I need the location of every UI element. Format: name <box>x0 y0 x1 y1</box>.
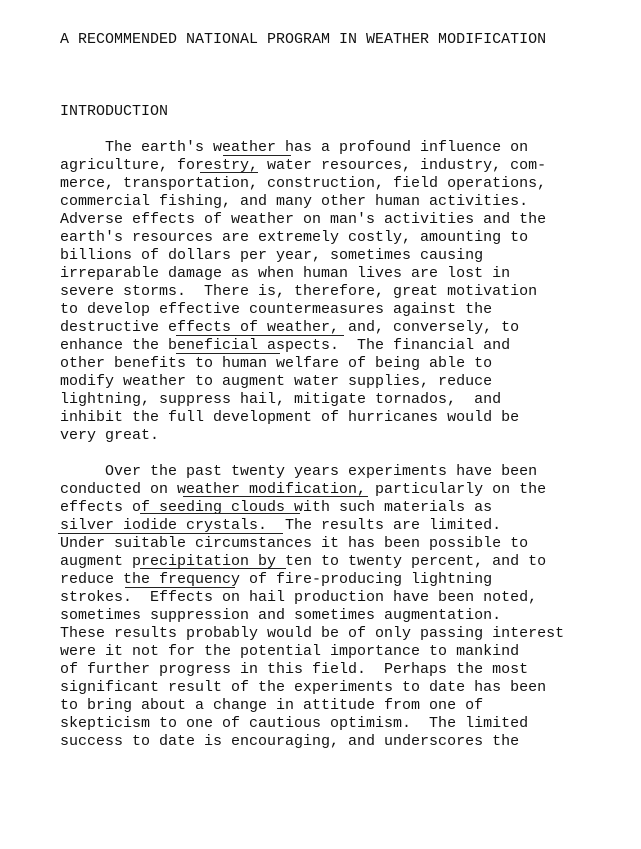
text-line: Over the past twenty years experiments have been <box>60 463 538 480</box>
text-line: skepticism to one of cautious optimism. The limited <box>60 715 529 732</box>
text-line: modify weather to augment water supplies, reduce <box>60 373 493 390</box>
text-line: merce, transportation, construction, field operations, <box>60 175 547 192</box>
text-line: agriculture, forestry, water resources, industry, com- <box>60 157 547 174</box>
text-line: Adverse effects of weather on man's activities and the <box>60 211 547 228</box>
text-line: of further progress in this field. Perhaps the most <box>60 661 529 678</box>
text-line: lightning, suppress hail, mitigate tornados, and <box>60 391 502 408</box>
text-line: success to date is encouraging, and underscores the <box>60 733 520 750</box>
text-line: commercial fishing, and many other human activities. <box>60 193 529 210</box>
underline-mark <box>176 335 344 336</box>
text-line: conducted on weather modification, particularly on the <box>60 481 547 498</box>
text-line: were it not for the potential importance to mankind <box>60 643 520 660</box>
text-line: inhibit the full development of hurricanes would be <box>60 409 520 426</box>
text-line: earth's resources are extremely costly, amounting to <box>60 229 529 246</box>
text-line: other benefits to human welfare of being able to <box>60 355 493 372</box>
text-line: destructive effects of weather, and, conversely, to <box>60 319 520 336</box>
text-line: significant result of the experiments to date has been <box>60 679 547 696</box>
text-line: strokes. Effects on hail production have been noted, <box>60 589 538 606</box>
text-line: Under suitable circumstances it has been possible to <box>60 535 529 552</box>
text-line: billions of dollars per year, sometimes causing <box>60 247 484 264</box>
text-line: These results probably would be of only passing interest <box>60 625 565 642</box>
underline-mark <box>200 172 258 173</box>
text-line: effects of seeding clouds with such materials as <box>60 499 493 516</box>
text-line: The earth's weather has a profound influence on <box>60 139 529 156</box>
underline-mark <box>140 513 300 514</box>
underline-mark <box>176 353 280 354</box>
section-heading: INTRODUCTION <box>60 103 169 120</box>
underline-mark <box>223 155 291 156</box>
text-line: enhance the beneficial aspects. The financial and <box>60 337 511 354</box>
text-line: augment precipitation by ten to twenty percent, and to <box>60 553 547 570</box>
text-line: very great. <box>60 427 160 444</box>
paragraph-experiments <box>60 463 564 751</box>
text-line: reduce the frequency of fire-producing lightning <box>60 571 493 588</box>
text-line: sometimes suppression and sometimes augmentation. <box>60 607 502 624</box>
paragraph-introduction <box>60 139 546 445</box>
underline-mark <box>183 496 368 497</box>
underline-mark <box>58 533 283 534</box>
text-line: severe storms. There is, therefore, great motivation <box>60 283 538 300</box>
text-line: silver iodide crystals. The results are limited. <box>60 517 502 534</box>
underline-mark <box>125 587 235 588</box>
text-line: to develop effective countermeasures against the <box>60 301 493 318</box>
text-line: to bring about a change in attitude from one of <box>60 697 484 714</box>
document-title: A RECOMMENDED NATIONAL PROGRAM IN WEATHER MODIFICATION <box>60 31 547 48</box>
text-line: irreparable damage as when human lives are lost in <box>60 265 511 282</box>
underline-mark <box>140 568 286 569</box>
